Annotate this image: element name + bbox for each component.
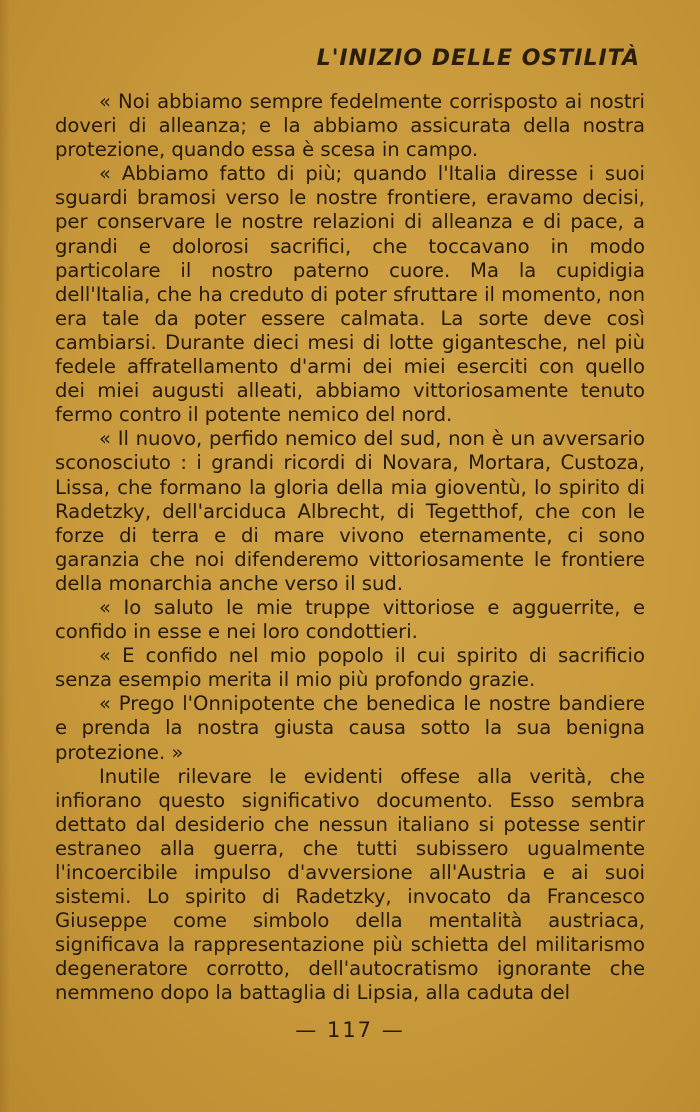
running-head: L'INIZIO DELLE OSTILITÀ [316,46,640,71]
paragraph: « Abbiamo fatto di più; quando l'Italia diresse i suoi sguardi bramosi verso le nostre frontiere, eravamo decisi, per conservare le nostre relazioni di alleanza e di pace, a grandi e dolorosi sacrifici, che toccavano in modo particolare il nostro paterno cuore. Ma la cupidigia dell'Italia, che ha creduto di poter sfruttare il momento, non era tale da poter essere calmata. La sorte deve così cambiarsi. Durante dieci mesi di lotte gigantesche, nel più fedele affratellamento d'armi dei miei eserciti con quello dei miei augusti alleati, abbiamo vittoriosamente tenuto fermo contro il potente nemico del nord. [55,162,645,427]
page-number: — 117 — [295,1018,405,1042]
paragraph: « Prego l'Onnipotente che benedica le nostre bandiere e prenda la nostra giusta causa sotto la sua benigna protezione. » [55,692,645,764]
body-text [55,90,645,1006]
paragraph: « Noi abbiamo sempre fedelmente corrisposto ai nostri doveri di alleanza; e la abbiamo assicurata della nostra protezione, quando essa è scesa in campo. [55,90,645,162]
paragraph: « Il nuovo, perfido nemico del sud, non è un avversario sconosciuto : i grandi ricordi di Novara, Mortara, Custoza, Lissa, che formano la gloria della mia gioventù, lo spirito di Radetzky, dell'arciduca Albrecht, di Tegetthof, che con le forze di terra e di mare vivono eternamente, ci sono garanzia che noi difenderemo vittoriosamente le frontiere della monarchia anche verso il sud. [55,427,645,595]
paragraph: Inutile rilevare le evidenti offese alla verità, che infiorano questo significativo documento. Esso sembra dettato dal desiderio che nessun italiano si potesse sentir estraneo alla guerra, che tutti subissero ugualmente l'incoercibile impulso d'avversione all'Austria e ai suoi sistemi. Lo spirito di Radetzky, invocato da Francesco Giuseppe come simbolo della mentalità austriaca, significava la rappresentazione più schietta del militarismo degeneratore corrotto, dell'autocratismo ignorante che nemmeno dopo la battaglia di Lipsia, alla caduta del [55,764,645,1005]
paragraph: « Io saluto le mie truppe vittoriose e agguerrite, e confido in esse e nei loro condottieri. [55,595,645,644]
page-gutter-shadow [0,0,10,1112]
paragraph: « E confido nel mio popolo il cui spirito di sacrificio senza esempio merita il mio più profondo grazie. [55,644,645,692]
